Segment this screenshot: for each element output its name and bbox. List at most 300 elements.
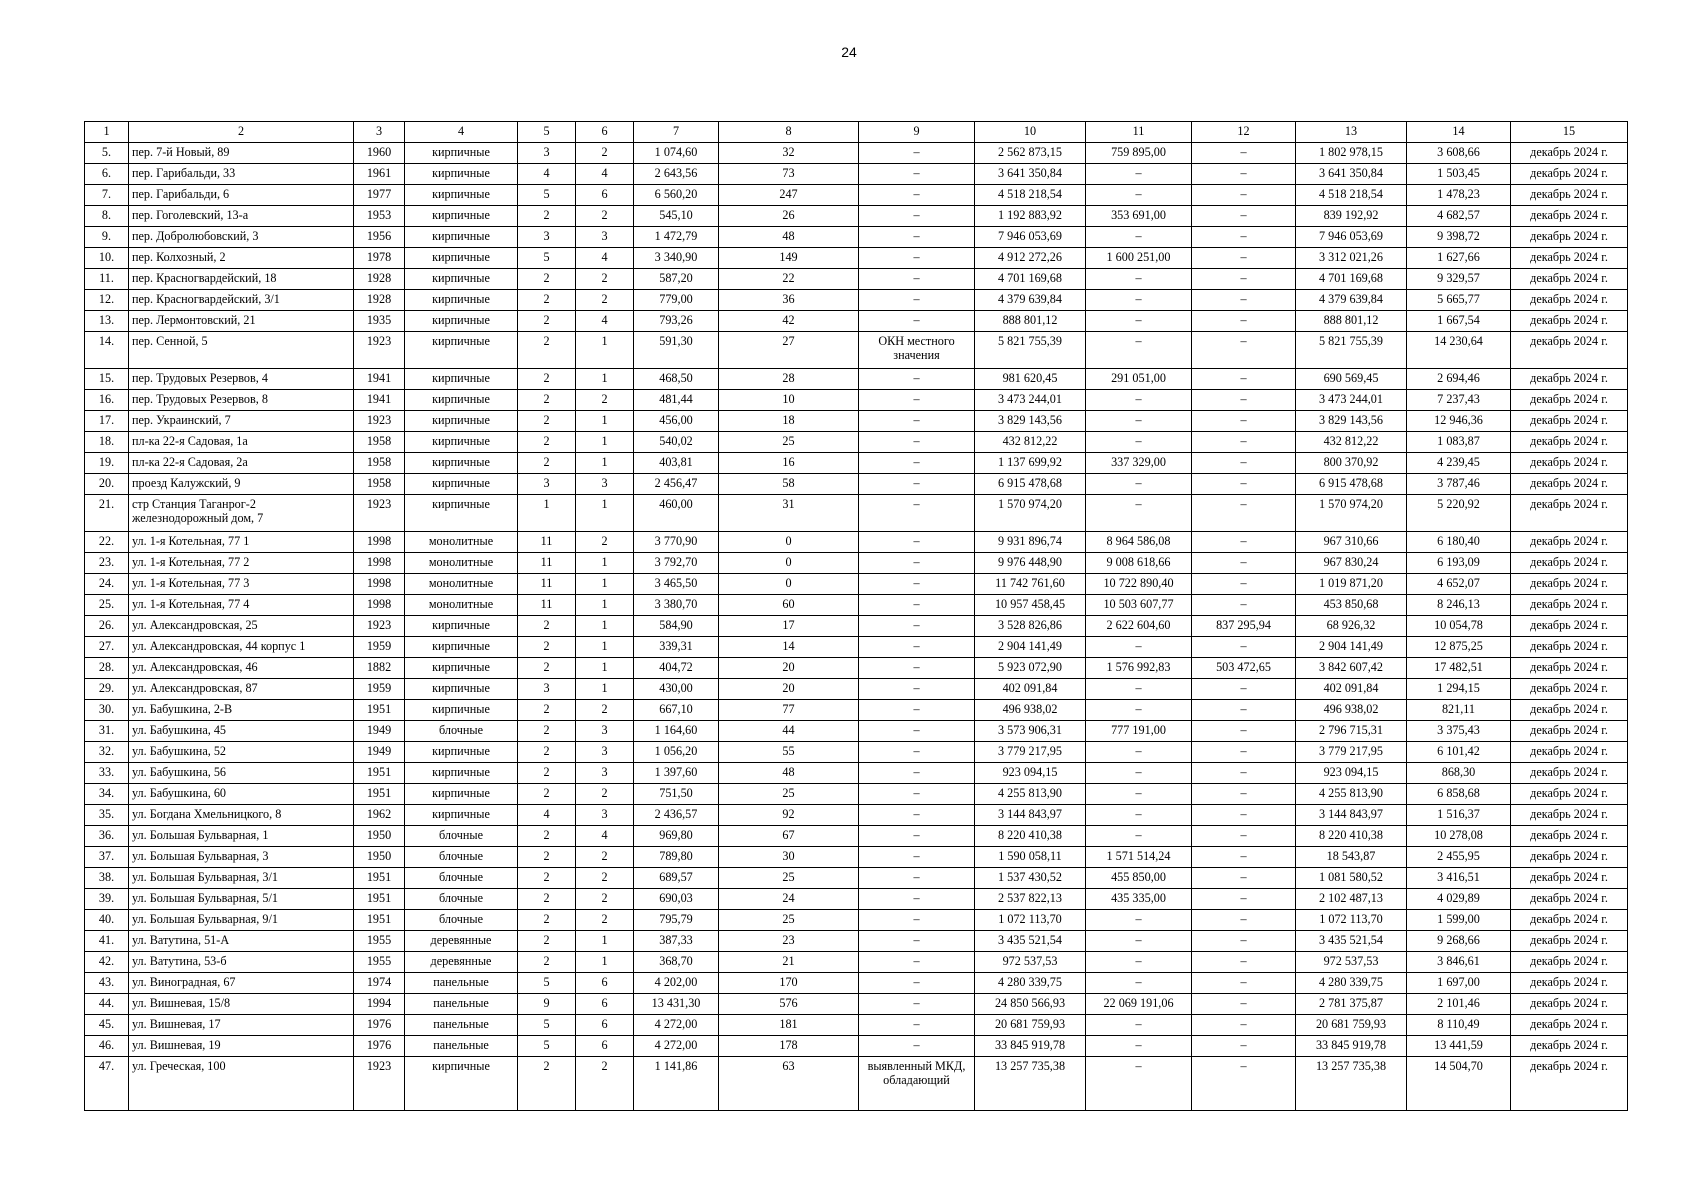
- cell-residents: 149: [719, 248, 859, 269]
- cell-row-number: 6.: [85, 164, 129, 185]
- cell-cost-per-sqm: 14 230,64: [1407, 332, 1511, 369]
- cell-floors: 2: [518, 868, 576, 889]
- cell-address: пер. Добролюбовский, 3: [129, 227, 354, 248]
- cell-floors: 2: [518, 931, 576, 952]
- cell-status: –: [859, 658, 975, 679]
- cell-floors: 3: [518, 679, 576, 700]
- cell-wall-material: кирпичные: [405, 164, 518, 185]
- cell-cost-13: 4 379 639,84: [1296, 290, 1407, 311]
- cell-residents: 24: [719, 889, 859, 910]
- cell-deadline: декабрь 2024 г.: [1511, 311, 1628, 332]
- cell-entrances: 2: [576, 868, 634, 889]
- cell-deadline: декабрь 2024 г.: [1511, 390, 1628, 411]
- cell-cost-13: 923 094,15: [1296, 763, 1407, 784]
- cell-total-cost: 888 801,12: [975, 311, 1086, 332]
- cell-status: –: [859, 889, 975, 910]
- cell-floors: 2: [518, 910, 576, 931]
- cell-entrances: 2: [576, 784, 634, 805]
- cell-floors: 2: [518, 369, 576, 390]
- cell-row-number: 38.: [85, 868, 129, 889]
- cell-cost-12: –: [1192, 574, 1296, 595]
- cell-address: пер. Трудовых Резервов, 8: [129, 390, 354, 411]
- cell-year: 1974: [354, 973, 405, 994]
- cell-cost-12: –: [1192, 227, 1296, 248]
- cell-status: –: [859, 595, 975, 616]
- table-row: [85, 390, 1628, 411]
- cell-floors: 2: [518, 889, 576, 910]
- cell-cost-per-sqm: 4 652,07: [1407, 574, 1511, 595]
- cell-row-number: 10.: [85, 248, 129, 269]
- cell-address: пер. 7-й Новый, 89: [129, 143, 354, 164]
- cell-cost-12: –: [1192, 532, 1296, 553]
- cell-cost-11: –: [1086, 784, 1192, 805]
- cell-area: 3 465,50: [634, 574, 719, 595]
- table-row: [85, 721, 1628, 742]
- cell-area: 1 397,60: [634, 763, 719, 784]
- cell-residents: 170: [719, 973, 859, 994]
- cell-cost-per-sqm: 3 608,66: [1407, 143, 1511, 164]
- cell-year: 1923: [354, 616, 405, 637]
- table-row: [85, 332, 1628, 369]
- cell-cost-11: –: [1086, 1036, 1192, 1057]
- cell-area: 339,31: [634, 637, 719, 658]
- cell-address: ул. Большая Бульварная, 3: [129, 847, 354, 868]
- cell-cost-12: –: [1192, 1036, 1296, 1057]
- cell-status: –: [859, 290, 975, 311]
- cell-wall-material: кирпичные: [405, 369, 518, 390]
- cell-status: –: [859, 495, 975, 532]
- cell-area: 3 792,70: [634, 553, 719, 574]
- cell-year: 1941: [354, 369, 405, 390]
- cell-cost-per-sqm: 14 504,70: [1407, 1057, 1511, 1111]
- cell-cost-13: 967 830,24: [1296, 553, 1407, 574]
- table-row: [85, 679, 1628, 700]
- cell-area: 481,44: [634, 390, 719, 411]
- cell-residents: 21: [719, 952, 859, 973]
- cell-deadline: декабрь 2024 г.: [1511, 784, 1628, 805]
- cell-cost-11: –: [1086, 164, 1192, 185]
- cell-cost-12: –: [1192, 332, 1296, 369]
- cell-address: ул. Ватутина, 51-А: [129, 931, 354, 952]
- header-cell-year: 3: [354, 122, 405, 143]
- cell-entrances: 1: [576, 574, 634, 595]
- table-row: [85, 1057, 1628, 1111]
- cell-cost-12: –: [1192, 742, 1296, 763]
- cell-cost-13: 4 701 169,68: [1296, 269, 1407, 290]
- cell-cost-11: –: [1086, 679, 1192, 700]
- cell-floors: 5: [518, 1036, 576, 1057]
- table-row: [85, 411, 1628, 432]
- cell-entrances: 2: [576, 206, 634, 227]
- cell-address: ул. Виноградная, 67: [129, 973, 354, 994]
- cell-area: 460,00: [634, 495, 719, 532]
- cell-area: 13 431,30: [634, 994, 719, 1015]
- cell-cost-11: 353 691,00: [1086, 206, 1192, 227]
- cell-deadline: декабрь 2024 г.: [1511, 910, 1628, 931]
- cell-total-cost: 9 976 448,90: [975, 553, 1086, 574]
- cell-cost-13: 13 257 735,38: [1296, 1057, 1407, 1111]
- cell-cost-11: 1 600 251,00: [1086, 248, 1192, 269]
- cell-total-cost: 3 573 906,31: [975, 721, 1086, 742]
- cell-row-number: 25.: [85, 595, 129, 616]
- cell-entrances: 4: [576, 248, 634, 269]
- cell-area: 545,10: [634, 206, 719, 227]
- cell-cost-12: –: [1192, 952, 1296, 973]
- cell-residents: 247: [719, 185, 859, 206]
- cell-cost-11: –: [1086, 495, 1192, 532]
- cell-wall-material: монолитные: [405, 574, 518, 595]
- cell-cost-12: –: [1192, 185, 1296, 206]
- cell-cost-13: 2 781 375,87: [1296, 994, 1407, 1015]
- cell-address: ул. Большая Бульварная, 5/1: [129, 889, 354, 910]
- cell-deadline: декабрь 2024 г.: [1511, 973, 1628, 994]
- cell-cost-12: –: [1192, 1057, 1296, 1111]
- cell-address: пер. Красногвардейский, 3/1: [129, 290, 354, 311]
- cell-wall-material: блочные: [405, 910, 518, 931]
- cell-area: 6 560,20: [634, 185, 719, 206]
- cell-deadline: декабрь 2024 г.: [1511, 574, 1628, 595]
- cell-year: 1951: [354, 910, 405, 931]
- table-row: [85, 185, 1628, 206]
- cell-status: –: [859, 227, 975, 248]
- cell-total-cost: 4 701 169,68: [975, 269, 1086, 290]
- cell-address: ул. Бабушкина, 52: [129, 742, 354, 763]
- cell-row-number: 18.: [85, 432, 129, 453]
- cell-wall-material: блочные: [405, 721, 518, 742]
- cell-area: 2 643,56: [634, 164, 719, 185]
- table-row: [85, 227, 1628, 248]
- cell-cost-11: –: [1086, 311, 1192, 332]
- cell-row-number: 9.: [85, 227, 129, 248]
- cell-deadline: декабрь 2024 г.: [1511, 1015, 1628, 1036]
- cell-year: 1960: [354, 143, 405, 164]
- cell-area: 751,50: [634, 784, 719, 805]
- cell-total-cost: 13 257 735,38: [975, 1057, 1086, 1111]
- header-cell-cost-12: 12: [1192, 122, 1296, 143]
- cell-wall-material: кирпичные: [405, 432, 518, 453]
- cell-deadline: декабрь 2024 г.: [1511, 658, 1628, 679]
- cell-cost-11: –: [1086, 1015, 1192, 1036]
- cell-cost-per-sqm: 1 627,66: [1407, 248, 1511, 269]
- cell-cost-12: –: [1192, 679, 1296, 700]
- cell-area: 3 340,90: [634, 248, 719, 269]
- cell-deadline: декабрь 2024 г.: [1511, 332, 1628, 369]
- cell-cost-13: 800 370,92: [1296, 453, 1407, 474]
- cell-deadline: декабрь 2024 г.: [1511, 248, 1628, 269]
- cell-year: 1951: [354, 763, 405, 784]
- cell-total-cost: 7 946 053,69: [975, 227, 1086, 248]
- cell-floors: 5: [518, 185, 576, 206]
- cell-cost-11: –: [1086, 931, 1192, 952]
- cell-cost-11: 455 850,00: [1086, 868, 1192, 889]
- cell-deadline: декабрь 2024 г.: [1511, 1057, 1628, 1111]
- cell-area: 1 164,60: [634, 721, 719, 742]
- cell-cost-12: –: [1192, 700, 1296, 721]
- table-row: [85, 432, 1628, 453]
- cell-total-cost: 2 537 822,13: [975, 889, 1086, 910]
- cell-cost-per-sqm: 10 278,08: [1407, 826, 1511, 847]
- cell-deadline: декабрь 2024 г.: [1511, 700, 1628, 721]
- cell-status: –: [859, 826, 975, 847]
- cell-deadline: декабрь 2024 г.: [1511, 637, 1628, 658]
- table-row: [85, 763, 1628, 784]
- cell-residents: 27: [719, 332, 859, 369]
- cell-wall-material: кирпичные: [405, 390, 518, 411]
- cell-entrances: 1: [576, 432, 634, 453]
- cell-deadline: декабрь 2024 г.: [1511, 143, 1628, 164]
- cell-floors: 11: [518, 595, 576, 616]
- header-row: [85, 122, 1628, 143]
- table-row: [85, 973, 1628, 994]
- cell-total-cost: 4 379 639,84: [975, 290, 1086, 311]
- cell-cost-11: –: [1086, 763, 1192, 784]
- cell-residents: 23: [719, 931, 859, 952]
- cell-total-cost: 1 072 113,70: [975, 910, 1086, 931]
- cell-wall-material: блочные: [405, 826, 518, 847]
- cell-residents: 36: [719, 290, 859, 311]
- cell-cost-12: –: [1192, 369, 1296, 390]
- cell-entrances: 3: [576, 721, 634, 742]
- cell-cost-11: –: [1086, 269, 1192, 290]
- cell-cost-per-sqm: 3 375,43: [1407, 721, 1511, 742]
- cell-total-cost: 981 620,45: [975, 369, 1086, 390]
- cell-residents: 55: [719, 742, 859, 763]
- cell-row-number: 11.: [85, 269, 129, 290]
- cell-status: –: [859, 248, 975, 269]
- cell-wall-material: кирпичные: [405, 742, 518, 763]
- cell-status: выявленный МКД, обладающий: [859, 1057, 975, 1111]
- cell-residents: 18: [719, 411, 859, 432]
- cell-cost-13: 7 946 053,69: [1296, 227, 1407, 248]
- cell-total-cost: 3 144 843,97: [975, 805, 1086, 826]
- cell-deadline: декабрь 2024 г.: [1511, 432, 1628, 453]
- cell-entrances: 2: [576, 889, 634, 910]
- cell-floors: 2: [518, 432, 576, 453]
- cell-cost-12: 503 472,65: [1192, 658, 1296, 679]
- cell-wall-material: кирпичные: [405, 227, 518, 248]
- cell-status: –: [859, 532, 975, 553]
- cell-floors: 2: [518, 658, 576, 679]
- table-row: [85, 994, 1628, 1015]
- cell-cost-13: 68 926,32: [1296, 616, 1407, 637]
- header-cell-residents: 8: [719, 122, 859, 143]
- cell-cost-per-sqm: 10 054,78: [1407, 616, 1511, 637]
- cell-status: –: [859, 143, 975, 164]
- cell-cost-11: –: [1086, 742, 1192, 763]
- cell-year: 1928: [354, 290, 405, 311]
- cell-total-cost: 2 904 141,49: [975, 637, 1086, 658]
- table-row: [85, 164, 1628, 185]
- cell-cost-13: 496 938,02: [1296, 700, 1407, 721]
- cell-residents: 30: [719, 847, 859, 868]
- cell-year: 1998: [354, 532, 405, 553]
- cell-row-number: 28.: [85, 658, 129, 679]
- cell-entrances: 1: [576, 495, 634, 532]
- cell-cost-11: 337 329,00: [1086, 453, 1192, 474]
- cell-entrances: 1: [576, 637, 634, 658]
- cell-total-cost: 8 220 410,38: [975, 826, 1086, 847]
- cell-status: –: [859, 1036, 975, 1057]
- header-cell-status: 9: [859, 122, 975, 143]
- cell-wall-material: деревянные: [405, 952, 518, 973]
- cell-floors: 2: [518, 700, 576, 721]
- cell-total-cost: 923 094,15: [975, 763, 1086, 784]
- cell-cost-11: 9 008 618,66: [1086, 553, 1192, 574]
- cell-total-cost: 5 923 072,90: [975, 658, 1086, 679]
- cell-cost-12: –: [1192, 311, 1296, 332]
- cell-row-number: 33.: [85, 763, 129, 784]
- cell-entrances: 1: [576, 595, 634, 616]
- cell-deadline: декабрь 2024 г.: [1511, 868, 1628, 889]
- cell-wall-material: кирпичные: [405, 679, 518, 700]
- cell-cost-12: –: [1192, 931, 1296, 952]
- cell-cost-per-sqm: 4 682,57: [1407, 206, 1511, 227]
- cell-cost-per-sqm: 868,30: [1407, 763, 1511, 784]
- cell-wall-material: кирпичные: [405, 311, 518, 332]
- cell-row-number: 43.: [85, 973, 129, 994]
- cell-address: ул. Богдана Хмельницкого, 8: [129, 805, 354, 826]
- cell-address: ул. 1-я Котельная, 77 1: [129, 532, 354, 553]
- cell-row-number: 35.: [85, 805, 129, 826]
- header-cell-cost-13: 13: [1296, 122, 1407, 143]
- cell-cost-12: –: [1192, 889, 1296, 910]
- cell-address: стр Станция Таганрог-2 железнодорожный дом, 7: [129, 495, 354, 532]
- cell-year: 1923: [354, 495, 405, 532]
- table-row: [85, 931, 1628, 952]
- cell-cost-per-sqm: 2 455,95: [1407, 847, 1511, 868]
- cell-deadline: декабрь 2024 г.: [1511, 553, 1628, 574]
- cell-floors: 2: [518, 269, 576, 290]
- cell-year: 1935: [354, 311, 405, 332]
- cell-cost-per-sqm: 1 478,23: [1407, 185, 1511, 206]
- cell-entrances: 2: [576, 532, 634, 553]
- cell-cost-12: –: [1192, 994, 1296, 1015]
- cell-wall-material: кирпичные: [405, 269, 518, 290]
- cell-status: –: [859, 868, 975, 889]
- cell-address: проезд Калужский, 9: [129, 474, 354, 495]
- cell-cost-12: –: [1192, 1015, 1296, 1036]
- cell-deadline: декабрь 2024 г.: [1511, 847, 1628, 868]
- cell-cost-13: 3 842 607,42: [1296, 658, 1407, 679]
- cell-cost-per-sqm: 8 110,49: [1407, 1015, 1511, 1036]
- cell-entrances: 4: [576, 826, 634, 847]
- cell-cost-per-sqm: 9 268,66: [1407, 931, 1511, 952]
- cell-floors: 4: [518, 164, 576, 185]
- cell-status: –: [859, 637, 975, 658]
- header-cell-row-number: 1: [85, 122, 129, 143]
- cell-year: 1977: [354, 185, 405, 206]
- cell-residents: 14: [719, 637, 859, 658]
- cell-entrances: 3: [576, 805, 634, 826]
- cell-wall-material: кирпичные: [405, 474, 518, 495]
- cell-residents: 67: [719, 826, 859, 847]
- cell-cost-11: 1 571 514,24: [1086, 847, 1192, 868]
- cell-cost-13: 18 543,87: [1296, 847, 1407, 868]
- cell-status: –: [859, 742, 975, 763]
- header-cell-floors: 5: [518, 122, 576, 143]
- cell-cost-11: 2 622 604,60: [1086, 616, 1192, 637]
- cell-residents: 25: [719, 910, 859, 931]
- cell-cost-per-sqm: 821,11: [1407, 700, 1511, 721]
- cell-address: ул. Бабушкина, 45: [129, 721, 354, 742]
- cell-residents: 77: [719, 700, 859, 721]
- cell-row-number: 15.: [85, 369, 129, 390]
- cell-cost-12: –: [1192, 495, 1296, 532]
- cell-cost-12: –: [1192, 269, 1296, 290]
- cell-address: ул. Бабушкина, 60: [129, 784, 354, 805]
- cell-total-cost: 3 473 244,01: [975, 390, 1086, 411]
- cell-floors: 2: [518, 453, 576, 474]
- table-row: [85, 311, 1628, 332]
- cell-cost-per-sqm: 1 599,00: [1407, 910, 1511, 931]
- cell-year: 1976: [354, 1015, 405, 1036]
- cell-deadline: декабрь 2024 г.: [1511, 679, 1628, 700]
- cell-year: 1959: [354, 679, 405, 700]
- cell-row-number: 47.: [85, 1057, 129, 1111]
- cell-year: 1951: [354, 889, 405, 910]
- cell-total-cost: 3 829 143,56: [975, 411, 1086, 432]
- cell-status: –: [859, 390, 975, 411]
- cell-cost-13: 453 850,68: [1296, 595, 1407, 616]
- cell-cost-12: –: [1192, 143, 1296, 164]
- cell-cost-13: 1 081 580,52: [1296, 868, 1407, 889]
- cell-residents: 25: [719, 868, 859, 889]
- cell-status: –: [859, 910, 975, 931]
- cell-row-number: 17.: [85, 411, 129, 432]
- cell-cost-11: –: [1086, 411, 1192, 432]
- cell-floors: 3: [518, 227, 576, 248]
- table-row: [85, 952, 1628, 973]
- cell-residents: 28: [719, 369, 859, 390]
- cell-cost-11: 777 191,00: [1086, 721, 1192, 742]
- cell-status: –: [859, 269, 975, 290]
- cell-cost-13: 967 310,66: [1296, 532, 1407, 553]
- cell-wall-material: панельные: [405, 994, 518, 1015]
- cell-cost-per-sqm: 3 416,51: [1407, 868, 1511, 889]
- table-row: [85, 784, 1628, 805]
- cell-floors: 2: [518, 742, 576, 763]
- cell-status: –: [859, 679, 975, 700]
- cell-year: 1941: [354, 390, 405, 411]
- cell-wall-material: монолитные: [405, 553, 518, 574]
- cell-cost-per-sqm: 12 875,25: [1407, 637, 1511, 658]
- cell-row-number: 5.: [85, 143, 129, 164]
- cell-wall-material: кирпичные: [405, 616, 518, 637]
- cell-year: 1998: [354, 595, 405, 616]
- cell-address: пер. Сенной, 5: [129, 332, 354, 369]
- cell-area: 4 202,00: [634, 973, 719, 994]
- cell-entrances: 1: [576, 616, 634, 637]
- cell-total-cost: 402 091,84: [975, 679, 1086, 700]
- cell-address: ул. Бабушкина, 56: [129, 763, 354, 784]
- cell-status: –: [859, 432, 975, 453]
- cell-cost-per-sqm: 1 503,45: [1407, 164, 1511, 185]
- cell-status: –: [859, 369, 975, 390]
- cell-residents: 576: [719, 994, 859, 1015]
- cell-cost-13: 3 779 217,95: [1296, 742, 1407, 763]
- cell-address: пл-ка 22-я Садовая, 2а: [129, 453, 354, 474]
- table-row: [85, 248, 1628, 269]
- cell-year: 1961: [354, 164, 405, 185]
- cell-total-cost: 1 537 430,52: [975, 868, 1086, 889]
- cell-entrances: 1: [576, 931, 634, 952]
- cell-cost-13: 8 220 410,38: [1296, 826, 1407, 847]
- cell-row-number: 21.: [85, 495, 129, 532]
- cell-wall-material: кирпичные: [405, 495, 518, 532]
- cell-cost-per-sqm: 2 101,46: [1407, 994, 1511, 1015]
- table-row: [85, 637, 1628, 658]
- cell-row-number: 24.: [85, 574, 129, 595]
